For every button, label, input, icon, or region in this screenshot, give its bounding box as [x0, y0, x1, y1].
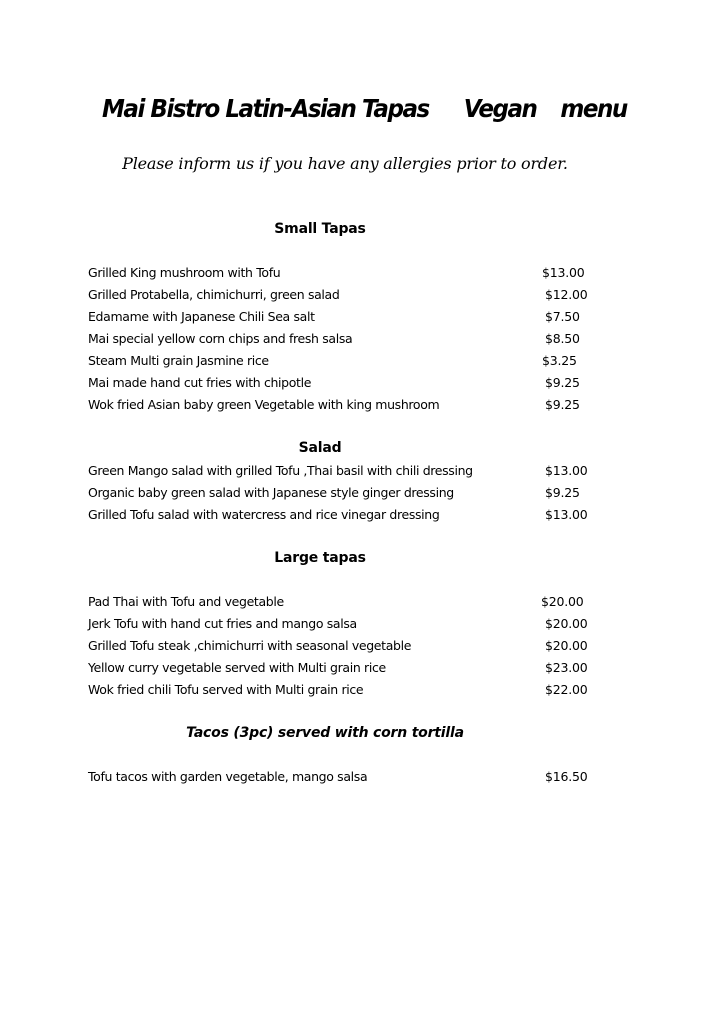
menu-item-price: $20.00	[545, 638, 588, 653]
menu-item: Jerk Tofu with hand cut fries and mango salsa	[88, 616, 357, 631]
menu-item: Yellow curry vegetable served with Multi grain rice	[88, 660, 386, 675]
menu-item-price: $9.25	[545, 397, 580, 412]
menu-item: Wok fried chili Tofu served with Multi grain rice	[88, 682, 364, 697]
section-title-salad: Salad	[298, 440, 342, 456]
title-menu: menu	[560, 94, 627, 123]
menu-item-price: $13.00	[545, 507, 588, 522]
allergy-notice	[0, 154, 724, 173]
menu-item-price: $23.00	[545, 660, 588, 675]
allergy-notice-text: Please inform us if you have any allergies prior to order.	[122, 154, 568, 173]
menu-item: Organic baby green salad with Japanese style ginger dressing	[88, 485, 454, 500]
title-restaurant-name: Mai Bistro Latin-Asian Tapas	[102, 94, 429, 123]
menu-item-price: $16.50	[545, 769, 588, 784]
menu-item-price: $13.00	[545, 463, 588, 478]
menu-item-price: $3.25	[542, 353, 577, 368]
menu-item: Grilled Protabella, chimichurri, green salad	[88, 287, 340, 302]
menu-item-price: $20.00	[541, 594, 584, 609]
menu-item: Grilled Tofu steak ,chimichurri with seasonal vegetable	[88, 638, 412, 653]
menu-item: Wok fried Asian baby green Vegetable with king mushroom	[88, 397, 440, 412]
section-title-tacos: Tacos (3pc) served with corn tortilla	[186, 725, 464, 741]
menu-item: Green Mango salad with grilled Tofu ,Thai basil with chili dressing	[88, 463, 473, 478]
menu-item: Mai made hand cut fries with chipotle	[88, 375, 312, 390]
menu-item-price: $13.00	[542, 265, 585, 280]
menu-item-price: $12.00	[545, 287, 588, 302]
section-title-small-tapas: Small Tapas	[274, 221, 366, 237]
menu-item-price: $8.50	[545, 331, 580, 346]
menu-item-price: $20.00	[545, 616, 588, 631]
section-title-large-tapas: Large tapas	[274, 550, 366, 566]
menu-item: Edamame with Japanese Chili Sea salt	[88, 309, 315, 324]
menu-item: Grilled Tofu salad with watercress and rice vinegar dressing	[88, 507, 440, 522]
menu-item: Steam Multi grain Jasmine rice	[88, 353, 269, 368]
menu-item-price: $9.25	[545, 485, 580, 500]
title-vegan: Vegan	[463, 94, 537, 123]
menu-item: Tofu tacos with garden vegetable, mango salsa	[88, 769, 368, 784]
menu-item: Grilled King mushroom with Tofu	[88, 265, 281, 280]
menu-title	[102, 94, 627, 123]
menu-item: Pad Thai with Tofu and vegetable	[88, 594, 284, 609]
menu-item-price: $7.50	[545, 309, 580, 324]
menu-item-price: $22.00	[545, 682, 588, 697]
menu-item-price: $9.25	[545, 375, 580, 390]
menu-item: Mai special yellow corn chips and fresh salsa	[88, 331, 353, 346]
